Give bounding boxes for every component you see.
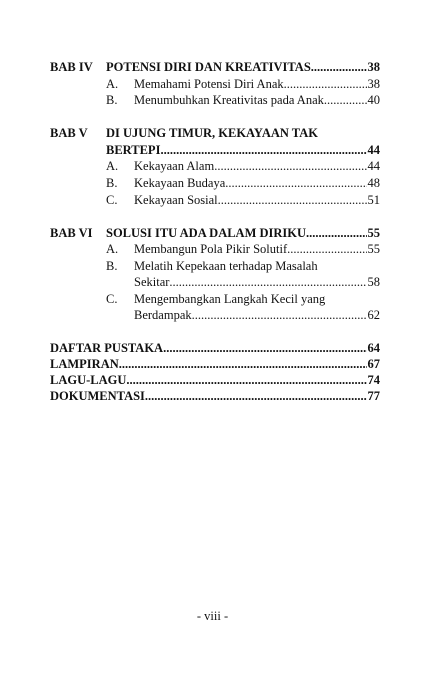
- back-matter-entry: [0, 372, 380, 388]
- chapter-title: POTENSI DIRI DAN KREATIVITAS: [106, 60, 311, 74]
- item-letter: C.: [106, 292, 118, 306]
- chapter-title-entry: [106, 225, 380, 241]
- item-letter: C.: [106, 193, 118, 207]
- dot-leader: [119, 356, 367, 372]
- back-matter-row: [50, 340, 380, 356]
- item-letter: B.: [106, 176, 118, 190]
- page-number: 55: [367, 242, 380, 256]
- chapter-title-entry: [106, 59, 380, 75]
- toc-item: [0, 158, 380, 174]
- item-letter: B.: [106, 259, 118, 273]
- item-title: Kekayaan Budaya: [134, 176, 226, 190]
- page-number: 77: [367, 389, 380, 403]
- item-title: Kekayaan Alam: [134, 159, 215, 173]
- chapter-label: BAB IV: [50, 60, 93, 74]
- dot-leader: [192, 307, 367, 323]
- dot-leader: [160, 142, 366, 158]
- back-matter-title: DAFTAR PUSTAKA: [50, 341, 164, 355]
- item-entry: [134, 307, 380, 323]
- back-matter-row: [50, 372, 380, 388]
- item-letter: A.: [106, 242, 119, 256]
- dot-leader: [311, 59, 367, 75]
- item-entry: [134, 92, 380, 108]
- back-matter-title: DOKUMENTASI: [50, 389, 145, 403]
- item-title-line-1: Melatih Kepekaan terhadap Masalah: [134, 259, 318, 273]
- toc-item-continued: [0, 307, 380, 323]
- toc-item: [0, 241, 380, 257]
- item-title: Membangun Pola Pikir Solutif: [134, 242, 288, 256]
- dot-leader: [306, 225, 366, 241]
- item-entry: [134, 241, 380, 257]
- toc-item: [0, 76, 380, 92]
- page-number: 51: [367, 193, 380, 207]
- item-title: Memahami Potensi Diri Anak: [134, 77, 284, 91]
- page-number: 62: [367, 308, 380, 322]
- item-title-line-2: Sekitar: [134, 275, 170, 289]
- toc-item: [0, 175, 380, 191]
- toc-item: [0, 258, 380, 274]
- item-title-line-2: Berdampak: [134, 308, 192, 322]
- back-matter-entry: [0, 388, 380, 404]
- page-number: 74: [367, 373, 380, 387]
- back-matter-entry: [0, 356, 380, 372]
- back-matter-title: LAMPIRAN: [50, 357, 119, 371]
- page-number: 44: [367, 159, 380, 173]
- dot-leader: [284, 76, 367, 92]
- chapter-heading-continued: [0, 142, 380, 158]
- page-number: 48: [367, 176, 380, 190]
- chapter-label: BAB VI: [50, 226, 93, 240]
- item-letter: B.: [106, 93, 118, 107]
- chapter-title: SOLUSI ITU ADA DALAM DIRIKU: [106, 226, 307, 240]
- back-matter-row: [50, 356, 380, 372]
- chapter-title-line-1: DI UJUNG TIMUR, KEKAYAAN TAK: [106, 126, 318, 140]
- toc-item: [0, 192, 380, 208]
- item-entry: [134, 76, 380, 92]
- chapter-heading: [0, 59, 380, 75]
- chapter-heading: [0, 225, 380, 241]
- dot-leader: [324, 92, 367, 108]
- toc-item: [0, 92, 380, 108]
- item-title: Menumbuhkan Kreativitas pada Anak: [134, 93, 324, 107]
- item-entry: [134, 158, 380, 174]
- page-number: 44: [367, 143, 380, 157]
- item-letter: A.: [106, 77, 119, 91]
- page-number: 38: [367, 60, 380, 74]
- chapter-label: BAB V: [50, 126, 88, 140]
- toc-item: [0, 291, 380, 307]
- page-number: 38: [367, 77, 380, 91]
- chapter-heading: [0, 125, 380, 141]
- dot-leader: [287, 241, 366, 257]
- dot-leader: [163, 340, 366, 356]
- back-matter-title: LAGU-LAGU: [50, 373, 127, 387]
- dot-leader: [218, 192, 367, 208]
- chapter-title-entry: [106, 142, 380, 158]
- back-matter-entry: [0, 340, 380, 356]
- dot-leader: [145, 388, 367, 404]
- item-letter: A.: [106, 159, 119, 173]
- page-number: 64: [367, 341, 380, 355]
- page-number: 67: [367, 357, 380, 371]
- dot-leader: [214, 158, 366, 174]
- page-footer-number: - viii -: [196, 609, 229, 623]
- dot-leader: [169, 274, 366, 290]
- item-entry: [134, 175, 380, 191]
- item-entry: [134, 192, 380, 208]
- item-title-line-1: Mengembangkan Langkah Kecil yang: [134, 292, 326, 306]
- chapter-title-line-2: BERTEPI: [106, 143, 161, 157]
- dot-leader: [225, 175, 366, 191]
- page-number: 58: [367, 275, 380, 289]
- item-title: Kekayaan Sosial: [134, 193, 218, 207]
- back-matter-row: [50, 388, 380, 404]
- page-number: 40: [367, 93, 380, 107]
- dot-leader: [126, 372, 366, 388]
- page-number: 55: [367, 226, 380, 240]
- item-entry: [134, 274, 380, 290]
- toc-item-continued: [0, 274, 380, 290]
